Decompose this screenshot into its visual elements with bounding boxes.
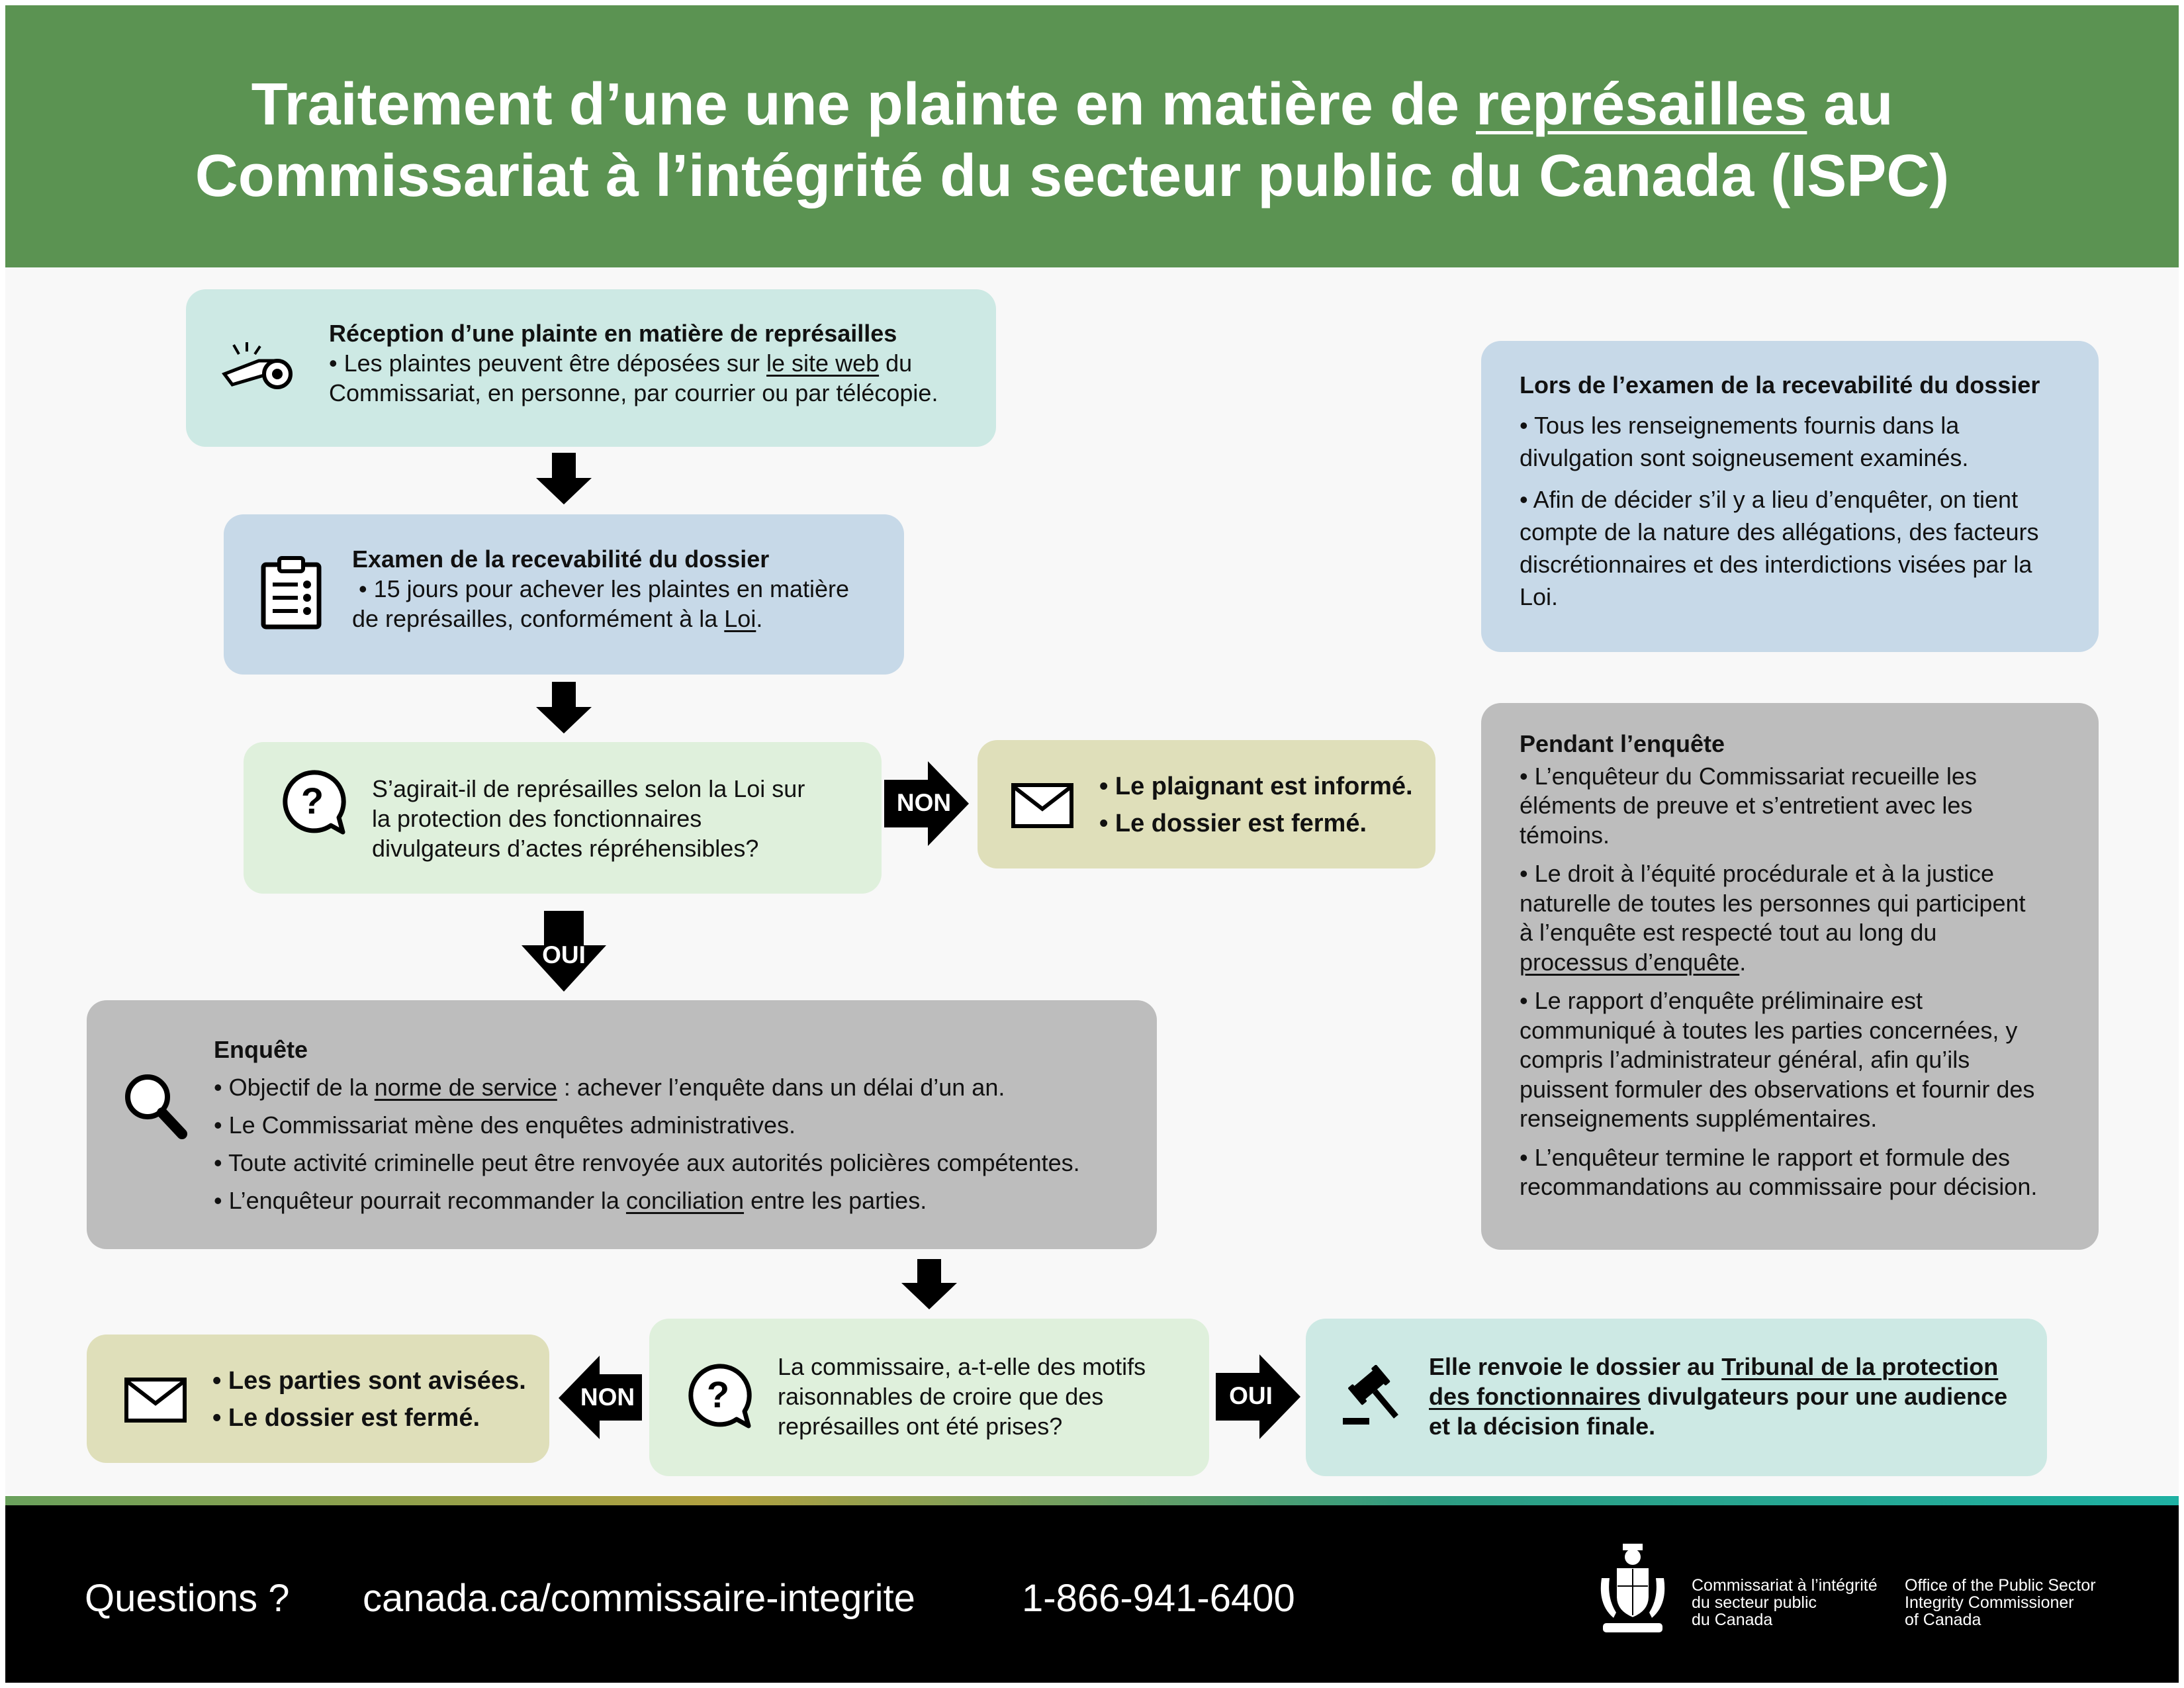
page-title <box>5 69 2139 212</box>
enquete-info-p4-l1: • L’enquêteur termine le rapport et formule des <box>1520 1143 2011 1171</box>
enquete-item4: • L’enquêteur pourrait recommander la conciliation entre les parties. <box>214 1187 927 1214</box>
enquete-info-p2-l4: processus d’enquête. <box>1520 948 1747 976</box>
tribunal-box <box>1306 1319 2047 1476</box>
enquete-item2: • Le Commissariat mène des enquêtes administratives. <box>214 1111 796 1139</box>
loi-link[interactable]: Loi <box>724 605 756 632</box>
site-web-link[interactable]: le site web <box>766 350 880 377</box>
clipboard-checklist-icon <box>259 555 323 630</box>
arrow-down-3 <box>900 1259 958 1311</box>
envelope-icon <box>124 1377 187 1423</box>
closed2-item1: • Les parties sont avisées. <box>212 1367 526 1395</box>
arrow-down-2 <box>535 682 593 735</box>
color-stripe <box>5 1496 2179 1505</box>
recevabilite-info-p1-l1: • Tous les renseignements fournis dans la <box>1520 412 1960 439</box>
tribunal-line2: des fonctionnaires divulgateurs pour une audience <box>1429 1383 2008 1410</box>
enquete-info-p3-l3: compris l’administrateur général, afin qu’ils <box>1520 1046 1970 1073</box>
question-bubble-icon <box>278 769 347 837</box>
arrow-down-1 <box>535 453 593 506</box>
question2-box <box>649 1319 1209 1476</box>
recevabilite-info-box <box>1481 341 2099 652</box>
title-line2: Commissariat à l’intégrité du secteur public du Canada (ISPC) <box>195 143 1950 209</box>
recevabilite-box <box>224 514 904 675</box>
enquete-info-box <box>1481 703 2099 1250</box>
recevabilite-info-p1-l2: divulgation sont soigneusement examinés. <box>1520 444 1969 471</box>
enquete-item1: • Objectif de la norme de service : achever l’enquête dans un délai d’un an. <box>214 1074 1005 1101</box>
enquete-box <box>87 1000 1157 1249</box>
reception-line2: Commissariat, en personne, par courrier ou par télécopie. <box>329 379 938 406</box>
enquete-info-p3-l5: renseignements supplémentaires. <box>1520 1105 1878 1132</box>
tribunal-line3: et la décision finale. <box>1429 1413 1656 1440</box>
enquete-info-p3-l2: communiqué à toutes les parties concernées, y <box>1520 1016 2018 1044</box>
closed1-box <box>978 740 1435 868</box>
svg-text:?: ? <box>706 1374 730 1415</box>
org-name-en: Office of the Public Sector Integrity Commissioner of Canada <box>1905 1576 2096 1629</box>
enquete-info-p3-l4: puissent formuler des observations et fournir des <box>1520 1075 2035 1103</box>
recevabilite-info-heading: Lors de l’examen de la recevabilité du dossier <box>1520 371 2040 399</box>
tribunal-link-part2[interactable]: des fonctionnaires <box>1429 1383 1641 1410</box>
magnifier-icon <box>122 1072 189 1141</box>
enquete-info-p2-l2: naturelle de toutes les personnes qui participent <box>1520 889 2026 917</box>
tribunal-link-part1[interactable]: Tribunal de la protection <box>1721 1353 1999 1380</box>
enquete-info-p2-l1: • Le droit à l’équité procédurale et à la justice <box>1520 860 1995 887</box>
enquete-info-p2-l3: à l’enquête est respecté tout au long du <box>1520 919 1937 946</box>
footer <box>5 1505 2179 1683</box>
question2-line1: La commissaire, a-t-elle des motifs <box>778 1353 1146 1380</box>
footer-questions: Questions ? <box>85 1577 290 1620</box>
recevabilite-line1: • 15 jours pour achever les plaintes en matière <box>359 575 850 602</box>
reception-text: • Les plaintes peuvent être déposées sur le site web du <box>329 350 913 377</box>
footer-website-link[interactable]: canada.ca/commissaire-integrite <box>363 1577 915 1620</box>
enquete-info-p4-l2: recommandations au commissaire pour décision. <box>1520 1173 2038 1200</box>
title-part1: Traitement d’une une plainte en matière de <box>251 71 1477 138</box>
closed2-item2: • Le dossier est fermé. <box>212 1404 480 1432</box>
svg-text:?: ? <box>300 780 324 821</box>
title-link-represailles[interactable]: représailles <box>1476 71 1807 138</box>
closed1-item2: • Le dossier est fermé. <box>1099 810 1367 837</box>
gavel-icon <box>1340 1365 1409 1427</box>
non-label-2: NON <box>580 1383 635 1411</box>
question1-box <box>244 742 882 894</box>
reception-box <box>186 289 996 447</box>
whistle-icon <box>219 341 298 394</box>
recevabilite-info-p2-l3: discrétionnaires et des interdictions visées par la <box>1520 551 2032 578</box>
recevabilite-info-p2-l1: • Afin de décider s’il y a lieu d’enquêter, on tient <box>1520 486 2019 513</box>
oui-label-1: OUI <box>542 941 586 968</box>
question2-line2: raisonnables de croire que des <box>778 1383 1104 1410</box>
enquete-heading: Enquête <box>214 1036 308 1063</box>
question1-line2: la protection des fonctionnaires <box>372 805 702 832</box>
recevabilite-info-p2-l4: Loi. <box>1520 583 1559 610</box>
footer-phone[interactable]: 1-866-941-6400 <box>1022 1577 1295 1620</box>
org-name-fr: Commissariat à l’intégrité du secteur public du Canada <box>1692 1576 1878 1629</box>
question-bubble-icon <box>684 1362 752 1431</box>
title-part2: au <box>1807 71 1893 138</box>
enquete-info-heading: Pendant l’enquête <box>1520 730 1725 757</box>
closed2-box <box>87 1335 549 1463</box>
enquete-info-p1-l2: éléments de preuve et s’entretient avec les <box>1520 792 1973 819</box>
enquete-info-p1-l1: • L’enquêteur du Commissariat recueille les <box>1520 762 1977 790</box>
closed1-item1: • Le plaignant est informé. <box>1099 773 1413 800</box>
coat-of-arms-icon <box>1596 1538 1669 1638</box>
recevabilite-line2: de représailles, conformément à la Loi. <box>352 605 763 632</box>
processus-enquete-link[interactable]: processus d’enquête <box>1520 948 1740 976</box>
header-banner <box>5 5 2179 267</box>
non-label-1: NON <box>896 789 952 816</box>
recevabilite-info-p2-l2: compte de la nature des allégations, des facteurs <box>1520 518 2039 545</box>
enquete-info-p1-l3: témoins. <box>1520 821 1610 849</box>
recevabilite-heading: Examen de la recevabilité du dossier <box>352 545 770 573</box>
norme-de-service-link[interactable]: norme de service <box>374 1074 557 1101</box>
enquete-info-p3-l1: • Le rapport d’enquête préliminaire est <box>1520 987 1923 1014</box>
question1-line3: divulgateurs d’actes répréhensibles? <box>372 835 759 862</box>
question2-line3: représailles ont été prises? <box>778 1413 1063 1440</box>
conciliation-link[interactable]: conciliation <box>625 1187 745 1214</box>
reception-heading: Réception d’une plainte en matière de représailles <box>329 320 897 347</box>
tribunal-line1: Elle renvoie le dossier au Tribunal de la protection <box>1429 1353 1999 1380</box>
enquete-item3: • Toute activité criminelle peut être renvoyée aux autorités policières compétentes. <box>214 1149 1080 1176</box>
oui-label-2: OUI <box>1229 1382 1273 1409</box>
envelope-icon <box>1011 782 1074 829</box>
question1-line1: S’agirait-il de représailles selon la Loi sur <box>372 775 805 802</box>
